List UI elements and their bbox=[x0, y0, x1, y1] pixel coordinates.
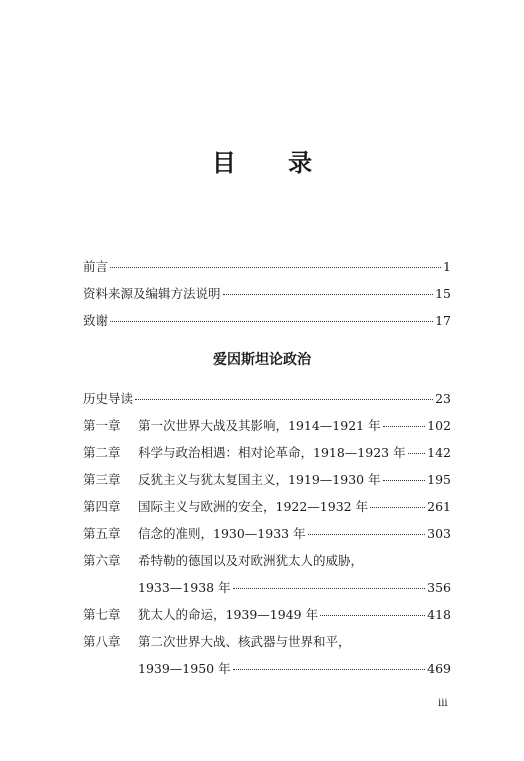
dot-leader bbox=[383, 425, 426, 427]
toc-entry-chapter-6-continued[interactable] bbox=[138, 578, 451, 598]
toc-entry-sources[interactable] bbox=[83, 284, 451, 304]
toc-entry-title: 致谢 bbox=[83, 313, 109, 328]
toc-page-number: 418 bbox=[427, 607, 451, 622]
toc-entry-chapter-3[interactable] bbox=[83, 470, 451, 490]
toc-entry-title: 犹太人的命运，1939—1949 年 bbox=[138, 607, 319, 622]
toc-entry-title: 科学与政治相遇：相对论革命，1918—1923 年 bbox=[138, 445, 406, 460]
chapter-label: 第二章 bbox=[83, 445, 121, 460]
chapter-label: 第五章 bbox=[83, 526, 121, 541]
toc-entry-chapter-6[interactable] bbox=[83, 551, 451, 571]
toc-page-number: 195 bbox=[427, 472, 451, 487]
dot-leader bbox=[110, 320, 433, 322]
toc-page-number: 303 bbox=[427, 526, 451, 541]
toc-page-number: 102 bbox=[427, 418, 451, 433]
dot-leader bbox=[408, 452, 426, 454]
toc-page-number: 356 bbox=[427, 580, 451, 595]
dot-leader bbox=[135, 398, 433, 400]
chapter-label: 第六章 bbox=[83, 553, 121, 568]
toc-entry-history-intro[interactable] bbox=[83, 389, 451, 409]
toc-entry-title: 资料来源及编辑方法说明 bbox=[83, 286, 221, 301]
toc-page-number: 17 bbox=[435, 313, 451, 328]
toc-entry-chapter-4[interactable] bbox=[83, 497, 451, 517]
toc-page-number: 15 bbox=[435, 286, 451, 301]
chapter-label: 第一章 bbox=[83, 418, 121, 433]
dot-leader bbox=[223, 293, 434, 295]
toc-entry-chapter-1[interactable] bbox=[83, 416, 451, 436]
toc-entry-title: 反犹主义与犹太复国主义，1919—1930 年 bbox=[138, 472, 381, 487]
dot-leader bbox=[370, 506, 425, 508]
toc-entry-chapter-2[interactable] bbox=[83, 443, 451, 463]
toc-page-number: 469 bbox=[427, 661, 451, 676]
dot-leader bbox=[233, 668, 426, 670]
dot-leader bbox=[233, 587, 426, 589]
page-title: 目 录 bbox=[211, 148, 335, 177]
toc-entry-title-continued: 1933—1938 年 bbox=[138, 580, 231, 595]
toc-entry-title: 前言 bbox=[83, 259, 109, 274]
toc-entry-chapter-8[interactable] bbox=[83, 632, 451, 652]
toc-entry-acknowledgements[interactable] bbox=[83, 311, 451, 331]
toc-entry-title: 信念的准则，1930—1933 年 bbox=[138, 526, 306, 541]
toc-page-number: 261 bbox=[427, 499, 451, 514]
toc-entry-chapter-5[interactable] bbox=[83, 524, 451, 544]
dot-leader bbox=[383, 479, 426, 481]
toc-entry-title: 希特勒的德国以及对欧洲犹太人的威胁， bbox=[138, 553, 364, 568]
toc-entry-preface[interactable] bbox=[83, 257, 451, 277]
chapter-label: 第八章 bbox=[83, 634, 121, 649]
dot-leader bbox=[320, 614, 425, 616]
toc-page-number: 23 bbox=[435, 391, 451, 406]
toc-entry-title: 国际主义与欧洲的安全，1922—1932 年 bbox=[138, 499, 369, 514]
toc-entry-title: 第一次世界大战及其影响，1914—1921 年 bbox=[138, 418, 381, 433]
chapter-label: 第七章 bbox=[83, 607, 121, 622]
toc-entry-title: 历史导读 bbox=[83, 391, 134, 406]
chapter-label: 第三章 bbox=[83, 472, 121, 487]
toc-entry-title: 第二次世界大战、核武器与世界和平， bbox=[138, 634, 351, 649]
dot-leader bbox=[110, 266, 441, 268]
toc-entry-chapter-7[interactable] bbox=[83, 605, 451, 625]
dot-leader bbox=[308, 533, 426, 535]
chapter-label: 第四章 bbox=[83, 499, 121, 514]
toc-page-number: 142 bbox=[427, 445, 451, 460]
toc-entry-chapter-8-continued[interactable] bbox=[138, 659, 451, 679]
toc-entry-title-continued: 1939—1950 年 bbox=[138, 661, 231, 676]
section-heading: 爱因斯坦论政治 bbox=[213, 352, 311, 368]
toc-page-number: 1 bbox=[443, 259, 451, 274]
page-folio: iii bbox=[438, 698, 448, 709]
